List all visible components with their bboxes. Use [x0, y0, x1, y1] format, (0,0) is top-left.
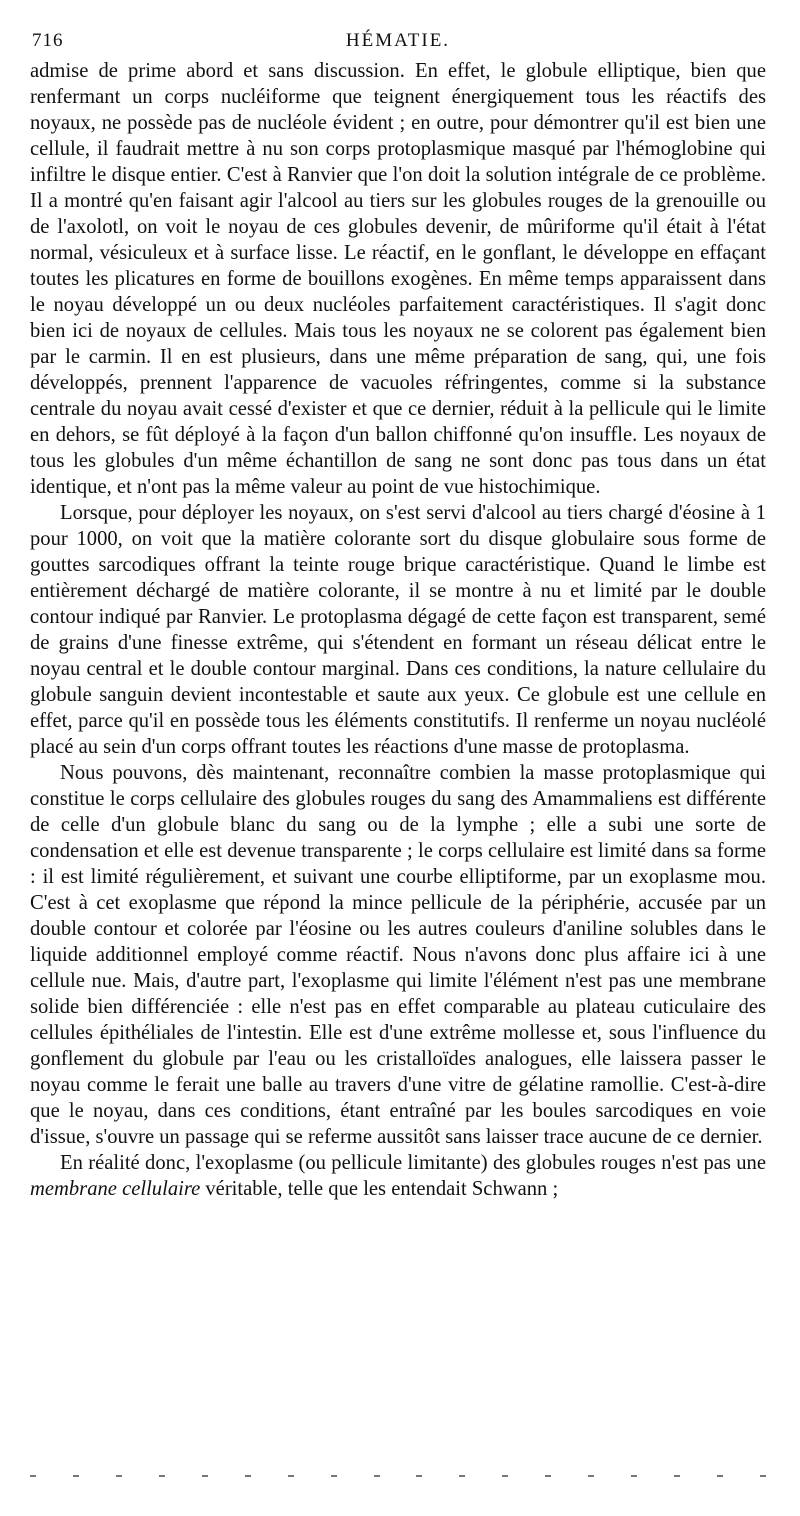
bleed-mark — [416, 1475, 422, 1477]
bleed-mark — [459, 1475, 465, 1477]
footer-bleed-through-marks — [30, 1474, 766, 1478]
paragraph-3: Nous pouvons, dès maintenant, reconnaître combien la masse protoplasmique qui constitue le corps cellulaire des globules rouges du sang des Amammaliens est différente de celle d'un globule blanc du sang ou de la lymphe ; elle a subi une sorte de condensation et elle est devenue transparente ; le corps cellulaire est limité dans sa forme : il est limité régulièrement, et suivant une courbe elliptiforme, par un exoplasme mou. C'est à cet exoplasme que répond la mince pellicule de la périphérie, accusée par un double contour et colorée par l'éosine ou les autres couleurs d'aniline solubles dans le liquide additionnel employé comme réactif. Nous n'avons donc plus affaire ici à une cellule nue. Mais, d'autre part, l'exoplasme qui limite l'élément n'est pas une membrane solide bien différenciée : elle n'est pas en effet comparable au plateau cuticulaire des cellules épithéliales de l'intestin. Elle est d'une extrême mollesse et, sous l'influence du gonflement du globule par l'eau ou les cristalloïdes analogues, elle laissera passer le noyau comme le ferait une balle au travers d'une vitre de gélatine ramollie. C'est-à-dire que le noyau, dans ces conditions, étant entraîné par les boules sarcodiques en voie d'issue, s'ouvre un passage qui se referme aussitôt sans laisser trace aucune de ce dernier. — [30, 762, 766, 1148]
body-text — [30, 58, 766, 1202]
bleed-mark — [30, 1475, 36, 1477]
paragraph-4-text-end: véritable, telle que les entendait Schwann ; — [200, 1178, 559, 1200]
paragraph-4-text-start: En réalité donc, l'exoplasme (ou pellicule limitante) des globules rouges n'est pas une — [60, 1152, 766, 1174]
bleed-mark — [116, 1475, 122, 1477]
paragraph-1: admise de prime abord et sans discussion. En effet, le globule elliptique, bien que renfermant un corps nucléiforme que teignent énergiquement tous les réactifs des noyaux, ne possède pas de nucléole évident ; en outre, pour démontrer qu'il est bien une cellule, il faudrait mettre à nu son corps protoplasmique masqué par l'hémoglobine qui infiltre le disque entier. C'est à Ranvier que l'on doit la solution intégrale de ce problème. Il a montré qu'en faisant agir l'alcool au tiers sur les globules rouges de la grenouille ou de l'axolotl, on voit le noyau de ces globules devenir, de mûriforme qu'il était à l'état normal, vésiculeux et à surface lisse. Le réactif, en le gonflant, le développe en effaçant toutes les plicatures en forme de bouillons exogènes. En même temps apparaissent dans le noyau développé un ou deux nucléoles parfaitement caractéristiques. Il s'agit donc bien ici de noyaux de cellules. Mais tous les noyaux ne se colorent pas également bien par le carmin. Il en est plusieurs, dans une même préparation de sang, qui, une fois développés, prennent l'apparence de vacuoles réfringentes, comme si la substance centrale du noyau avait cessé d'exister et que ce dernier, réduit à la pellicule qui le limite en dehors, se fût déployé à la façon d'un ballon chiffonné qu'on insuffle. Les noyaux de tous les globules d'un même échantillon de sang ne sont donc pas tous dans un état identique, et n'ont pas la même valeur au point de vue histochimique. — [30, 60, 766, 498]
page-number: 716 — [32, 30, 64, 51]
paragraph-2: Lorsque, pour déployer les noyaux, on s'est servi d'alcool au tiers chargé d'éosine à 1 pour 1000, on voit que la matière colorante sort du disque globulaire sous forme de gouttes sarcodiques offrant la teinte rouge brique caractéristique. Quand le limbe est entièrement déchargé de matière colorante, il se montre à nu et limité par le double contour indiqué par Ranvier. Le protoplasma dégagé de cette façon est transparent, semé de grains d'une finesse extrême, qui s'étendent en formant un réseau délicat entre le noyau central et le double contour marginal. Dans ces conditions, la nature cellulaire du globule sanguin devient incontestable et saute aux yeux. Ce globule est une cellule en effet, parce qu'il en possède tous les éléments constitutifs. Il renferme un noyau nucléolé placé au sein d'un corps offrant toutes les réactions d'une masse de protoplasma. — [30, 502, 766, 758]
bleed-mark — [288, 1475, 294, 1477]
bleed-mark — [674, 1475, 680, 1477]
paragraph-4 — [30, 1150, 766, 1202]
bleed-mark — [502, 1475, 508, 1477]
bleed-mark — [374, 1475, 380, 1477]
bleed-mark — [245, 1475, 251, 1477]
bleed-mark — [73, 1475, 79, 1477]
bleed-mark — [760, 1475, 766, 1477]
bleed-mark — [202, 1475, 208, 1477]
bleed-mark — [588, 1475, 594, 1477]
page-header — [30, 30, 766, 58]
running-title: HÉMATIE. — [345, 30, 451, 51]
bleed-mark — [631, 1475, 637, 1477]
bleed-mark — [717, 1475, 723, 1477]
bleed-mark — [331, 1475, 337, 1477]
paragraph-4-emphasis: membrane cellulaire — [30, 1178, 201, 1200]
bleed-mark — [159, 1475, 165, 1477]
bleed-mark — [545, 1475, 551, 1477]
page — [30, 30, 766, 1202]
